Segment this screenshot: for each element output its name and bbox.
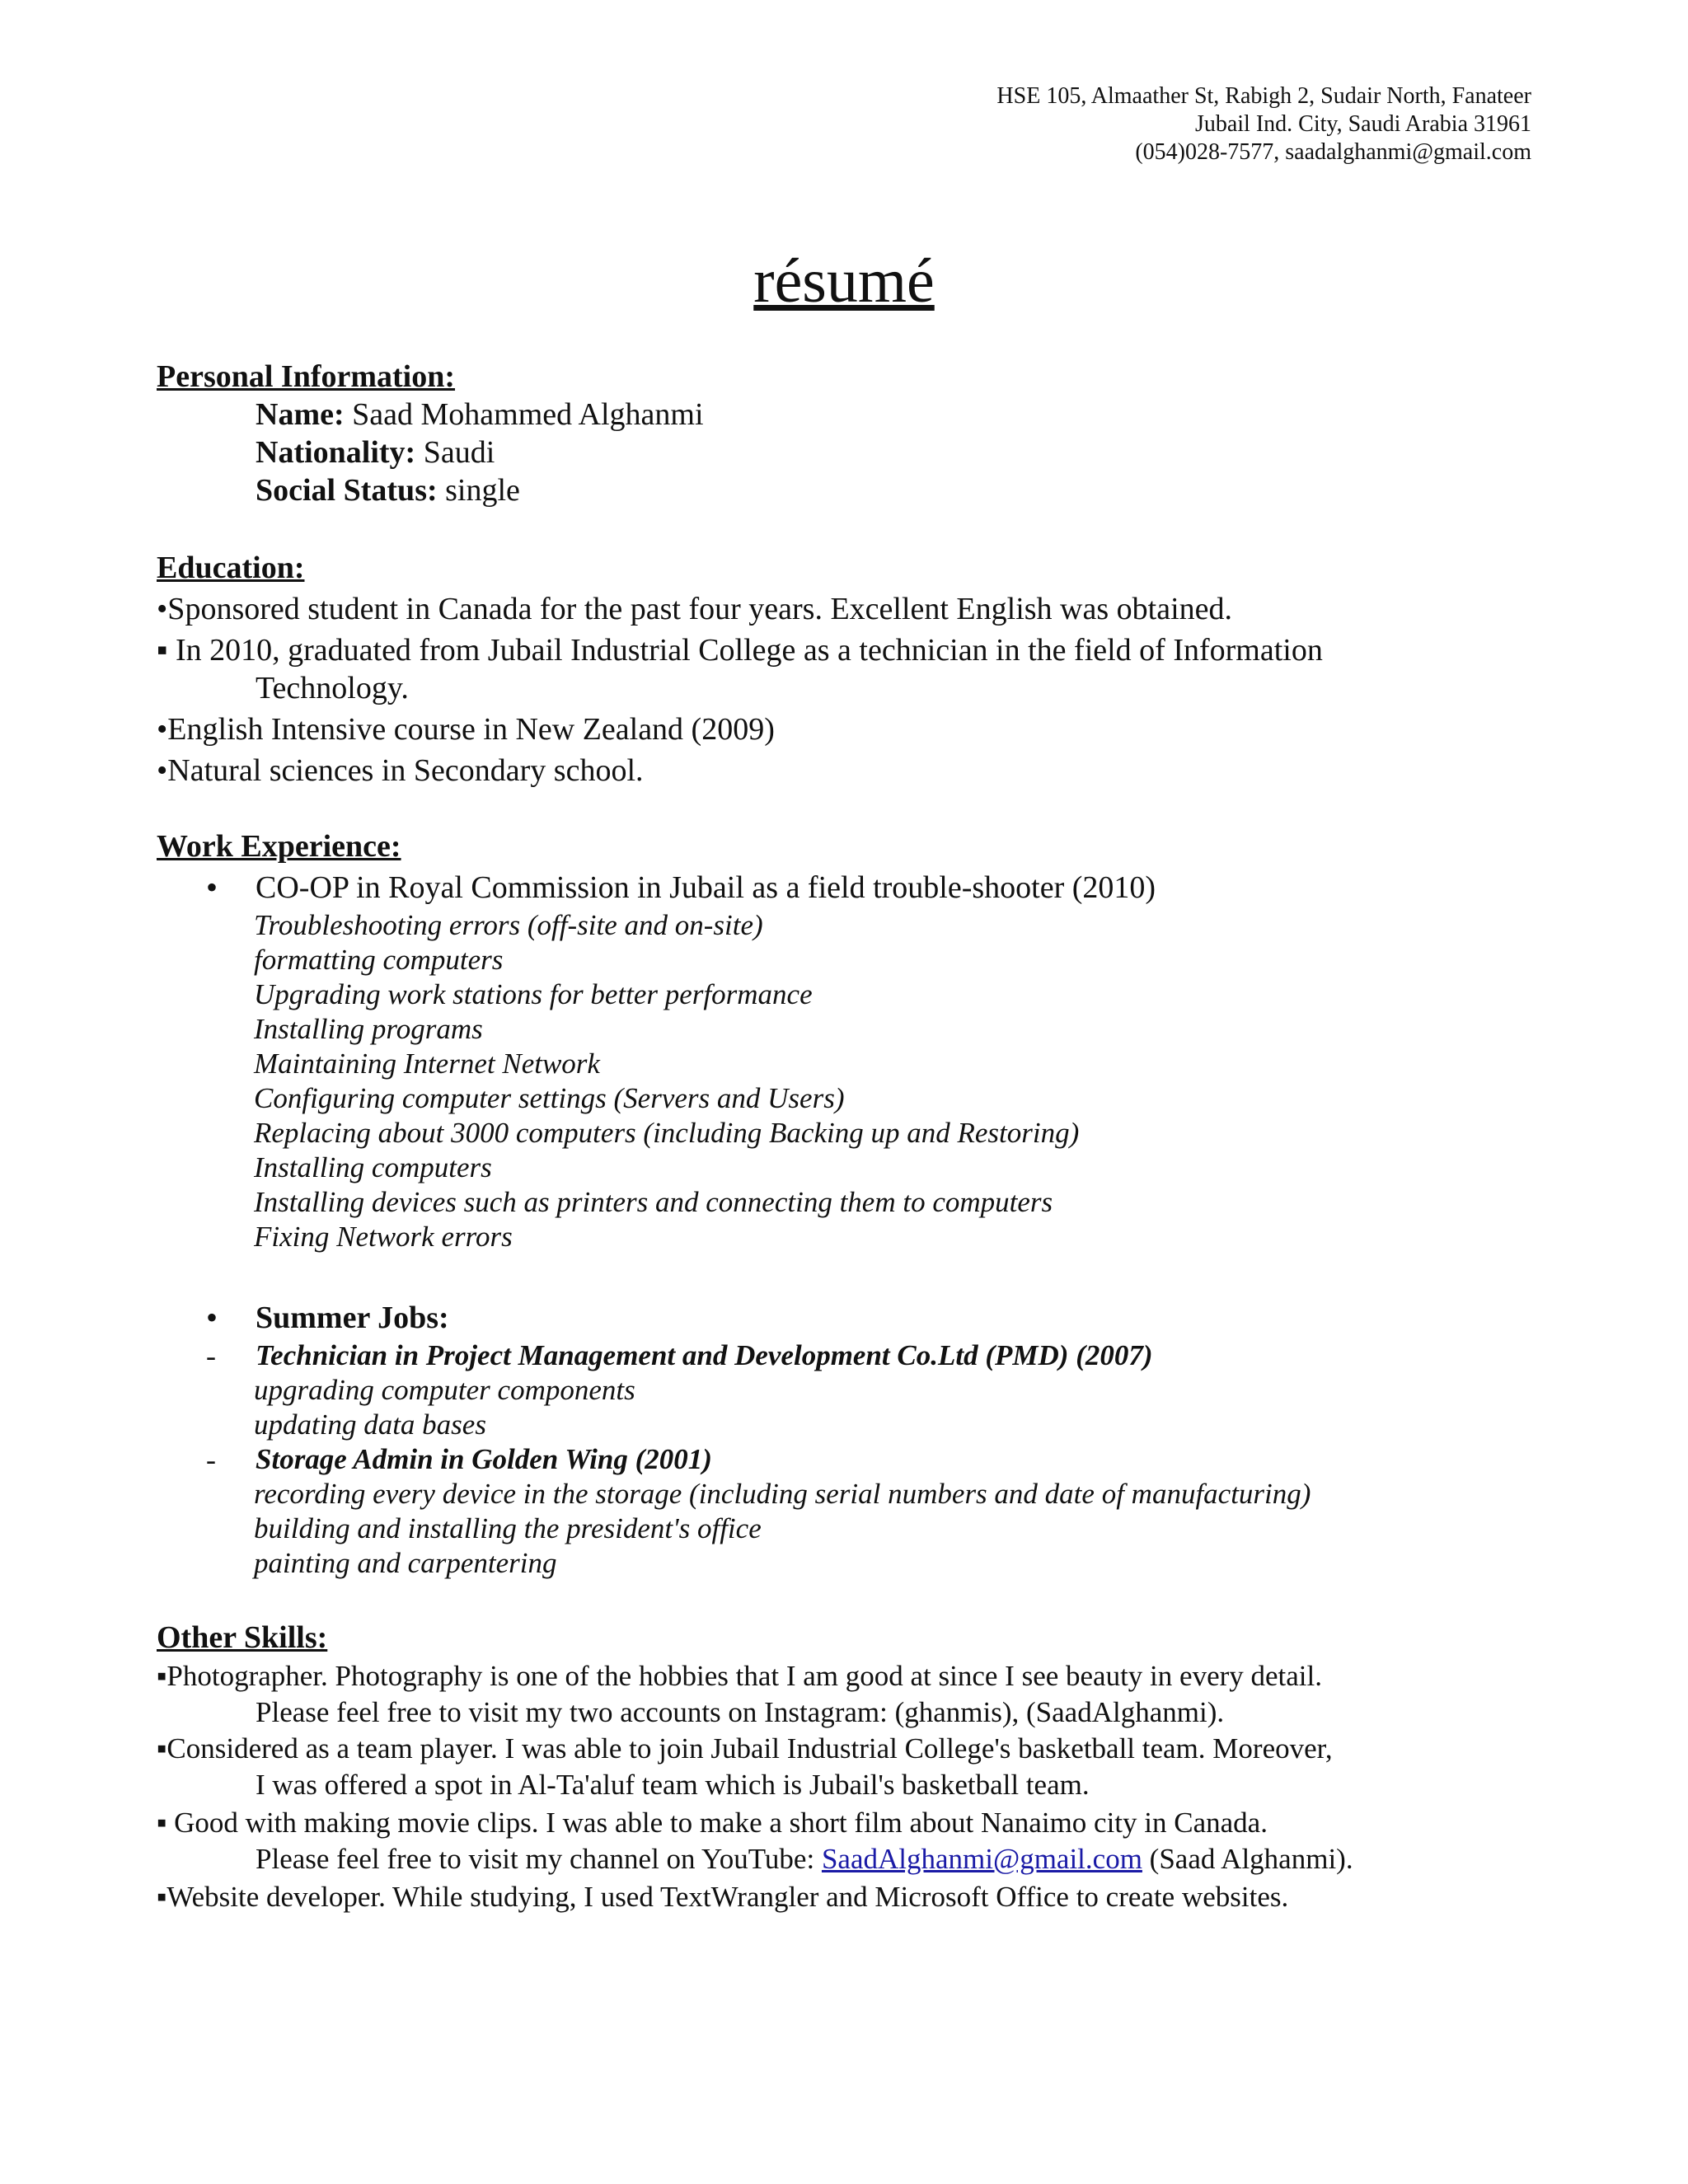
skill-item: ▪Photographer. Photography is one of the hobbies that I am good at since I see beauty in every detail. bbox=[157, 1660, 1322, 1692]
skill-item-continuation: I was offered a spot in Al-Ta'aluf team which is Jubail's basketball team. bbox=[256, 1769, 1090, 1801]
address-line-2: Jubail Ind. City, Saudi Arabia 31961 bbox=[1194, 111, 1531, 137]
bullet-icon: • bbox=[206, 1299, 218, 1336]
summer-job-task: updating data bases bbox=[254, 1408, 486, 1441]
youtube-text-prefix: Please feel free to visit my channel on YouTube: bbox=[256, 1843, 822, 1875]
address-line-3: (054)028-7577, saadalghanmi@gmail.com bbox=[1135, 139, 1531, 165]
social-status-label: Social Status: bbox=[256, 473, 438, 508]
summer-job-task: upgrading computer components bbox=[254, 1374, 635, 1406]
nationality-value: Saudi bbox=[415, 435, 495, 470]
coop-job-title: CO-OP in Royal Commission in Jubail as a field trouble-shooter (2010) bbox=[256, 870, 1156, 905]
coop-task: Installing programs bbox=[254, 1013, 483, 1045]
coop-task: Configuring computer settings (Servers and Users) bbox=[254, 1082, 845, 1114]
personal-info-heading: Personal Information: bbox=[157, 359, 456, 394]
skill-item: ▪ Good with making movie clips. I was able to make a short film about Nanaimo city in Canada. bbox=[157, 1807, 1268, 1839]
skill-item-continuation: Please feel free to visit my two accounts on Instagram: (ghanmis), (SaadAlghanmi). bbox=[256, 1696, 1225, 1728]
coop-task: formatting computers bbox=[254, 944, 504, 976]
summer-job-task: painting and carpentering bbox=[254, 1547, 557, 1579]
dash-icon: - bbox=[206, 1339, 216, 1372]
youtube-text-suffix: (Saad Alghanmi). bbox=[1142, 1843, 1353, 1875]
nationality-line bbox=[256, 434, 495, 471]
page-title: résumé bbox=[753, 246, 935, 316]
summer-job-title: Storage Admin in Golden Wing (2001) bbox=[256, 1443, 712, 1475]
address-line-1: HSE 105, Almaather St, Rabigh 2, Sudair North, Fanateer bbox=[996, 83, 1531, 109]
coop-task: Installing devices such as printers and connecting them to computers bbox=[254, 1186, 1053, 1218]
work-experience-heading: Work Experience: bbox=[157, 829, 401, 864]
name-line bbox=[256, 396, 704, 434]
skill-item: ▪Considered as a team player. I was able to join Jubail Industrial College's basketball team. Moreover, bbox=[157, 1732, 1333, 1765]
nationality-label: Nationality: bbox=[256, 435, 416, 470]
bullet-icon: • bbox=[206, 869, 218, 906]
contact-address bbox=[996, 82, 1531, 166]
coop-task: Replacing about 3000 computers (including Backing up and Restoring) bbox=[254, 1117, 1080, 1149]
dash-icon: - bbox=[206, 1443, 216, 1476]
skill-item: ▪Website developer. While studying, I used TextWrangler and Microsoft Office to create websites. bbox=[157, 1881, 1289, 1913]
social-status-line bbox=[256, 471, 520, 509]
education-heading: Education: bbox=[157, 551, 305, 585]
summer-job-task: building and installing the president's office bbox=[254, 1512, 762, 1544]
social-status-value: single bbox=[437, 473, 520, 508]
coop-task: Troubleshooting errors (off-site and on-site) bbox=[254, 909, 763, 941]
coop-task: Installing computers bbox=[254, 1151, 492, 1183]
summer-jobs-heading: Summer Jobs: bbox=[256, 1301, 449, 1335]
coop-task: Upgrading work stations for better performance bbox=[254, 978, 813, 1010]
youtube-email-link[interactable]: SaadAlghanmi@gmail.com bbox=[821, 1843, 1142, 1875]
name-value: Saad Mohammed Alghanmi bbox=[344, 397, 704, 432]
education-item: •Natural sciences in Secondary school. bbox=[157, 753, 644, 788]
skill-item-continuation bbox=[256, 1841, 1353, 1877]
summer-job-title: Technician in Project Management and Development Co.Ltd (PMD) (2007) bbox=[256, 1339, 1153, 1371]
other-skills-heading: Other Skills: bbox=[157, 1620, 328, 1655]
education-item-continuation: Technology. bbox=[256, 671, 409, 705]
coop-task: Fixing Network errors bbox=[254, 1221, 513, 1253]
education-item: ▪ In 2010, graduated from Jubail Industrial College as a technician in the field of Information bbox=[157, 633, 1323, 668]
education-item: •Sponsored student in Canada for the past four years. Excellent English was obtained. bbox=[157, 592, 1232, 626]
summer-job-task: recording every device in the storage (including serial numbers and date of manufacturing) bbox=[254, 1478, 1311, 1510]
coop-task: Maintaining Internet Network bbox=[254, 1047, 600, 1080]
name-label: Name: bbox=[256, 397, 345, 432]
education-item: •English Intensive course in New Zealand (2009) bbox=[157, 712, 775, 747]
